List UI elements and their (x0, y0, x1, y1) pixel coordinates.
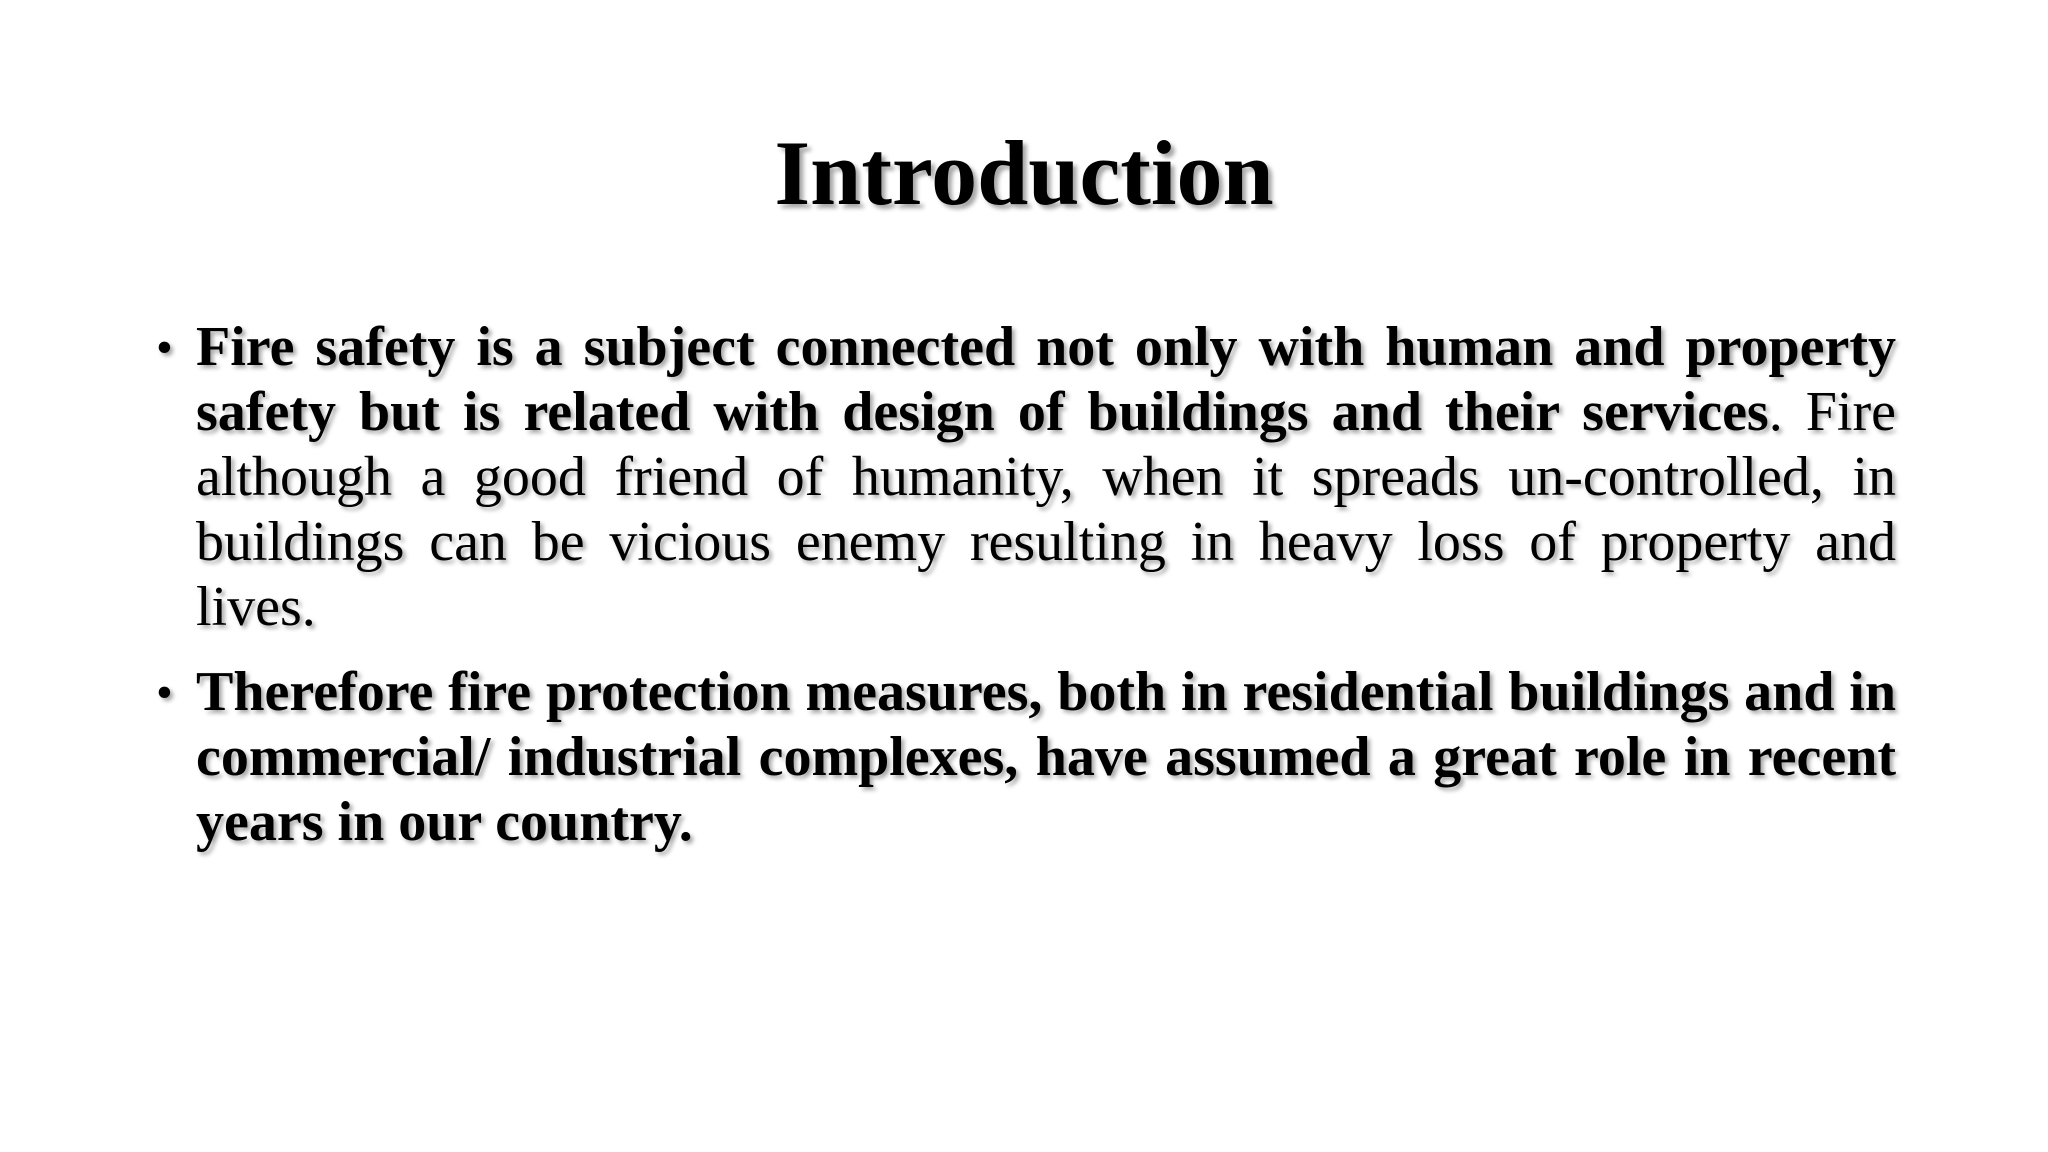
bullet-2-bold-text: Therefore fire protection measures, both in residential buildings and in commercial/ industrial complexes, have assumed a great role in recent years in our country. (196, 661, 1896, 853)
bullet-marker: • (156, 321, 173, 374)
slide-title: Introduction (774, 122, 1274, 224)
bullet-item-2 (156, 660, 1896, 855)
bullet-1-normal-text: . Fire although a good friend of humanity, when it spreads un-controlled, in buildings can be vicious enemy resulting in heavy loss of property and lives. (196, 381, 1896, 638)
bullet-list (156, 315, 1896, 875)
bullet-marker: • (156, 666, 173, 719)
bullet-item-1 (156, 315, 1896, 640)
bullet-1-bold-text: Fire safety is a subject connected not only with human and property safety but is related with design of buildings and their services (196, 316, 1896, 443)
